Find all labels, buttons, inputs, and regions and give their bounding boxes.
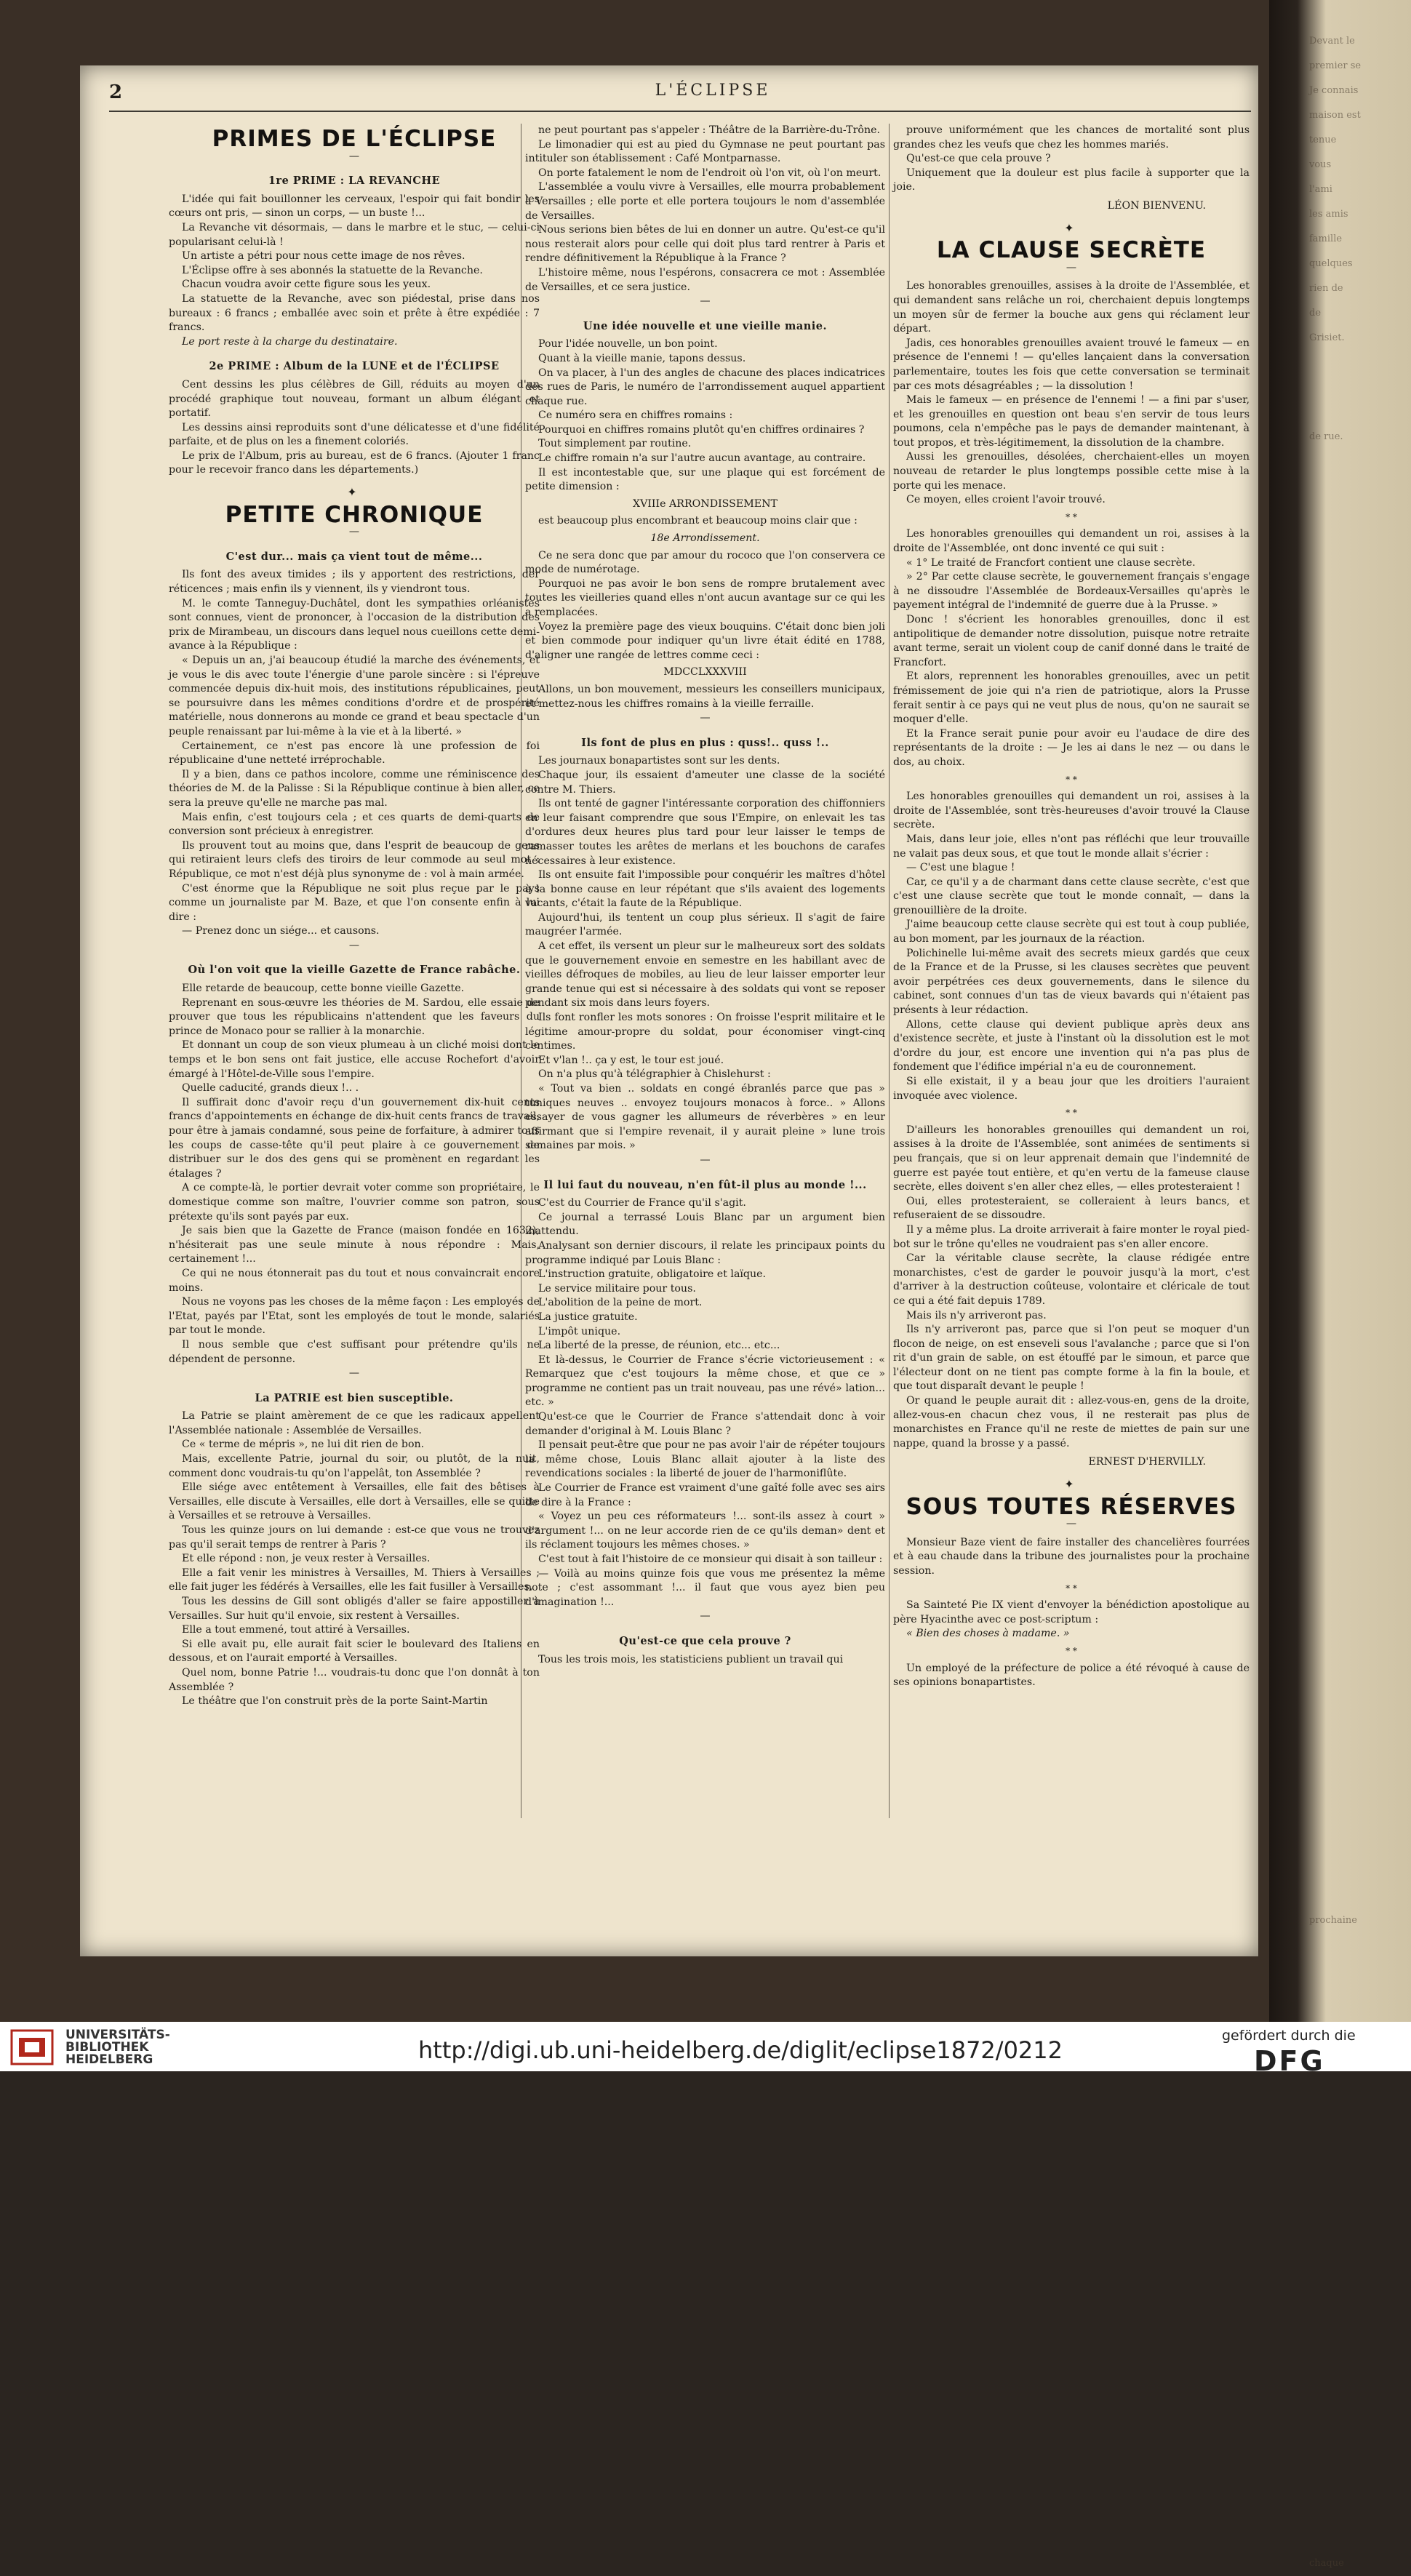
asterism: * * [1066, 774, 1077, 785]
paragraph: L'instruction gratuite, obligatoire et laïque. [538, 1268, 767, 1281]
paragraph: Si elle avait pu, elle aurait fait scier le boulevard des Italiens en dessous, et on l'aurait emporté à Versailles. [169, 1638, 540, 1665]
paragraph: Tout simplement par routine. [538, 438, 692, 450]
paragraph: » 2° Par cette clause secrète, le gouvernement français s'engage à ne dissoudre l'Assemblée de Bordeaux-Versailles qu'après le payement intégral de l'indemnité de guerre due à la Prusse. » [893, 571, 1250, 612]
paragraph: Polichinelle lui-même avait des secrets mieux gardés que ceux de la France et de la Prusse, si les clauses secrètes que peuvent avoir perpétrées ces deux gouvernements, dans le silence du cabinet, sont connues d'un tas de vieux bavards qui n'étaient pas présents à leur rédaction. [893, 947, 1250, 1017]
section-heading: Il lui faut du nouveau, n'en fût-il plus au monde !... [543, 1178, 867, 1191]
paragraph: Ce journal a terrassé Louis Blanc par un argument bien inattendu. [525, 1211, 885, 1238]
paragraph: Mais, dans leur joie, elles n'ont pas réfléchi que leur trouvaille ne valait pas deux sous, et que tout le monde allait s'écrier : [893, 833, 1250, 860]
paragraph: Qu'est-ce que le Courrier de France s'attendait donc à voir demander d'original à M. Louis Blanc ? [525, 1411, 885, 1437]
paragraph: Car, ce qu'il y a de charmant dans cette clause secrète, c'est que c'est une clause secrète que tout le monde connaît, — dans la grenouillière de la droite. [893, 876, 1250, 916]
paragraph: Et v'lan !.. ça y est, le tour est joué. [538, 1054, 724, 1066]
paragraph: A ce compte-là, le portier devrait voter comme son propriétaire, le domestique comme son maître, l'ouvrier comme son patron, sous prétexte qu'ils sont payés par eux. [169, 1182, 540, 1223]
paragraph: Chaque jour, ils essaient d'ameuter une classe de la société contre M. Thiers. [525, 769, 885, 796]
paragraph: Cent dessins les plus célèbres de Gill, réduits au moyen d'un procédé graphique tout nouveau, formant un album élégant et portatif. [169, 378, 540, 420]
paragraph: Nous serions bien bêtes de lui en donner un autre. Qu'est-ce qu'il nous resterait alors pour celle qui doit plus tard rentrer à Paris et rendre définitivement la République à la France ? [525, 224, 885, 265]
paragraph: Il pensait peut-être que pour ne pas avoir l'air de répéter toujours la même chose, Louis Blanc allait ajouter à la liste des revendications sociales : la liberté de jouer de l'harmoniflûte. [525, 1439, 885, 1480]
paragraph: C'est du Courrier de France qu'il s'agit. [538, 1197, 746, 1209]
paragraph: Ils ont tenté de gagner l'intéressante corporation des chiffonniers en leur faisant comprendre que sous l'Empire, on enlevait les tas d'ordures deux heures plus tard pour leur laisser le temps de ramasser toutes les arêtes de merlans et les bouchons de carafes nécessaires à leur existence. [525, 798, 885, 867]
paragraph: — Voilà au moins quinze fois que vous me présentez la même note ; c'est assommant !... il faut que vous ayez bien peu d'imagination !... [525, 1567, 885, 1608]
paragraph: C'est énorme que la République ne soit plus reçue par le pays comme un journaliste par M. Baze, et que l'on consente enfin à lui dire : [169, 882, 540, 923]
arabic-example: 18e Arrondissement. [650, 532, 760, 545]
section-heading: Une idée nouvelle et une vieille manie. [583, 319, 828, 332]
section-heading: Qu'est-ce que cela prouve ? [619, 1634, 791, 1647]
paragraph: Elle a tout emmené, tout attiré à Versailles. [182, 1624, 410, 1636]
paragraph: Mais, excellente Patrie, journal du soir, ou plutôt, de la nuit, comment donc voudrais-tu qu'on l'appelât, ton Assemblée ? [169, 1453, 540, 1479]
paragraph: A cet effet, ils versent un pleur sur le malheureux sort des soldats que le gouvernement envoie en semestre en les habillant avec de vieilles défroques de mobiles, au lieu de leur laisser emporter leur grande tenue qui est si nécessaire à des soldats qui vont se reposer pendant six mois dans leurs foyers. [525, 940, 885, 1009]
university-seal-icon [10, 2029, 55, 2065]
paragraph: « Voyez un peu ces réformateurs !... sont-ils assez à court » d'argument !... on ne leur accorde rien de ce qu'ils deman» dent et ils réclament toujours les mêmes choses. » [525, 1511, 885, 1551]
paragraph: La Patrie se plaint amèrement de ce que les radicaux appellent l'Assemblée nationale : Assemblée de Versailles. [169, 1410, 540, 1436]
paragraph: On porte fatalement le nom de l'endroit où l'on vit, où l'on meurt. [538, 167, 882, 179]
paragraph: Ils prouvent tout au moins que, dans l'esprit de beaucoup de gens qui retiraient leurs clefs des tiroirs de leur commode au seul mot : République, ce mot n'est déjà plus synonyme de : vol à main armée. [169, 839, 540, 880]
paragraph: On n'a plus qu'à télégraphier à Chislehurst : [538, 1068, 771, 1081]
paragraph: Allons, cette clause qui devient publique après deux ans d'existence secrète, et juste à l'instant où la dissolution est le mot d'ordre du jour, est encore une invention qui n'a pas plus de fondement que l'édifice impérial n'a eu de couronnement. [893, 1018, 1250, 1073]
paragraph: Un artiste a pétri pour nous cette image de nos rêves. [182, 250, 465, 263]
paragraph: Car la véritable clause secrète, la clause rédigée entre monarchistes, c'est de garder le pouvoir jusqu'à la mort, c'est d'arriver à la destruction coûteuse, volontaire et cléricale de tout ce qui a été fait depuis 1789. [893, 1252, 1250, 1307]
paragraph: Ce ne sera donc que par amour du rococo que l'on conservera ce mode de numérotage. [525, 549, 885, 576]
paragraph: Les honorables grenouilles qui demandent un roi, assises à la droite de l'Assemblée, sont très-heureuses d'avoir trouvé la Clause secrète. [893, 791, 1250, 831]
asterism: * * [1066, 1645, 1077, 1656]
column-1: PRIMES DE L'ÉCLIPSE — 1re PRIME : LA REVANCHE L'idée qui fait bouillonner les cerveaux, l'espoir qui fait bondir les cœurs ont pris, — sinon un corps, — un buste !... La Revanche vit désormais, — dans le marbre et le stuc, — celui-ci popularisant celui-là ! Un artiste a pétri pour nous cette image de nos rêves. L'Éclipse offre à ses abonnés la statuette de la Revanche. Chacun voudra avoir cette figure sous les yeux. La statuette de la Revanche, avec son piédestal, prise dans nos bureaux : 6 francs ; emballée avec soin et prête à être expédiée : 7 francs. Le port reste à la charge du destinataire. 2e PRIME : Album de la LUNE et de l'ÉCLIPSE Cent dessins les plus célèbres de Gill, réduits au moyen d'un procédé graphique tout nouveau, formant un album élégant et portatif. Les dessins ainsi reproduits sont d'une délicatesse et d'une fidélité parfaite, et de plus on les a finement coloriés. Le prix de l'Album, pris au bureau, est de 6 francs. (Ajouter 1 franc pour le recevoir franco dans les départements.) ✦ PETITE CHRONIQUE — C'est dur... mais ça vient tout de même... Ils font des aveux timides ; ils y apportent des restrictions, der réticences ; mais enfin ils y viennent, ils y viendront tous. M. le comte Tanneguy-Duchâtel, dont les sympathies orléanistes sont connues, vient de prononcer, à l'occasion de la distribution des prix de Mirambeau, un discours dans lequel nous cueillons cette demi-avance à la République : « Depuis un an, j'ai beaucoup étudié la marche des événements, et je vous le dis avec toute l'énergie d'une parole sincère : si l'épreuve commencée depuis dix-huit mois, des institutions républicaines, peut se poursuivre dans les mêmes conditions d'ordre et de prospérité matérielle, nous donnerons au monde ce grand et beau spectacle d'un peuple renaissant par lui-même à la vie et à la liberté. » Certainement, ce n'est pas encore là une profession de foi républicaine d'une netteté irréprochable. Il y a bien, dans ce pathos incolore, comme une réminiscence des théories de M. de la Palisse : Si la République continue à bien aller, ce sera la preuve qu'elle ne marche pas mal. Mais enfin, c'est toujours cela ; et ces quarts de demi-quarts de conversion sont précieux à enregistrer. Ils prouvent tout au moins que, dans l'esprit de beaucoup de gens qui retiraient leurs clefs des tiroirs de leur commode au seul mot : République, ce mot n'est déjà plus synonyme de : vol à main armée. C'est énorme que la République ne soit plus reçue par le pays comme un journaliste par M. Baze, et que l'on consente enfin à lui dire : — Prenez donc un siége... et causons. — Où l'on voit que la vieille Gazette de France rabâche. Elle retarde de beaucoup, cette bonne vieille Gazette. Reprenant en sous-œuvre les théories de M. Sardou, elle essaie de prouver que tous les républicains n'attendent que les faveurs du prince de Monaco pour se rallier à la monarchie. Et donnant un coup de son vieux plumeau à un cliché moisi dont le temps et le bon sens ont fait justice, elle accuse Rochefort d'avoir émargé à l'Hôtel-de-Ville sous l'empire. Quelle caducité, grands dieux !.. . Il suffirait donc d'avoir reçu d'un gouvernement dix-huit cents francs d'appointements en échange de dix-huit cents francs de travail, pour être à jamais condamné, sous peine de forfaiture, à admirer tous les coups de casse-tête qu'il peut plaire à ce gouvernement de distribuer sur le dos des gens qui se promènent en regardant les étalages ? A ce compte-là, le portier devrait voter comme son propriétaire, le domestique comme son maître, l'ouvrier comme son patron, sous prétexte qu'ils sont payés par eux. Je sais bien que la Gazette de France (maison fondée en 1632), n'hésiterait pas une seule minute à nous répondre : Mais, certainement !... Ce qui ne nous étonnerait pas du tout et nous convaincrait encore moins. Nous ne voyons pas les choses de la même façon : Les employés de l'Etat, payés par l'Etat, sont les employés de tout le monde, salariés par tout le monde. Il nous semble que c'est suffisant pour prétendre qu'ils ne dépendent de personne. — La PATRIE est bien susceptible. La Patrie se plaint amèrement de ce que les radicaux appellent l'Assemblée nationale : Assemblée de Versailles. Ce « terme de mépris », ne lui dit rien de bon. Mais, excellente Patrie, journal du soir, ou plutôt, de la nuit, comment donc voudrais-tu qu'on l'appelât, ton Assemblée ? Elle siége avec entêtement à Versailles, elle fait des bêtises à Versailles, elle discute à Versailles, elle dort à Versailles, elle se quitte à Versailles et se retrouve à Versailles. Tous les quinze jours on lui demande : est-ce que vous ne trouvez pas qu'il serait temps de rentrer à Paris ? Et elle répond : non, je veux rester à Versailles. Elle a fait venir les ministres à Versailles, M. Thiers à Versailles ; elle fait juger les fédérés à Versailles, elle les fait fusiller à Versailles. Tous les dessins de Gill sont obligés d'aller se faire appostiller à Versailles. Sur huit qu'il envoie, six restent à Versailles. Elle a tout emmené, tout attiré à Versailles. Si elle avait pu, elle aurait fait scier le boulevard des Italiens en dessous, et on l'aurait emporté à Versailles. Quel nom, bonne Patrie !... voudrais-tu donc que l'on donnât à ton Assemblée ? Le théâtre que l'on construit près de la porte Saint-Martin [169, 124, 540, 1833]
column-3: prouve uniformément que les chances de mortalité sont plus grandes chez les veufs que chez les hommes mariés. Qu'est-ce que cela prouve ? Uniquement que la douleur est plus facile à supporter que la joie. LÉON BIENVENU. ✦ LA CLAUSE SECRÈTE — Les honorables grenouilles, assises à la droite de l'Assemblée, et qui demandent sans relâche un roi, cherchaient depuis longtemps un moyen sûr de fermer la bouche aux gens qui réclament leur départ. Jadis, ces honorables grenouilles avaient trouvé le fameux — en présence de l'ennemi ! — qu'elles lançaient dans la conversation parlementaire, toutes les fois que cette conversation se terminait par ces mots désagréables ; — la dissolution ! Mais le fameux — en présence de l'ennemi ! — a fini par s'user, et les grenouilles en question ont beau s'en servir de tous leurs poumons, cela n'empêche pas le pays de demander maintenant, à tout propos, et très-légitimement, la dissolution de la chambre. Aussi les grenouilles, désolées, cherchaient-elles un moyen nouveau de retarder le plus longtemps possible cette mise à la porte qui les menace. Ce moyen, elles croient l'avoir trouvé. * * Les honorables grenouilles qui demandent un roi, assises à la droite de l'Assemblée, ont donc inventé ce qui suit : « 1° Le traité de Francfort contient une clause secrète. » 2° Par cette clause secrète, le gouvernement français s'engage à ne dissoudre l'Assemblée de Bordeaux-Versailles qu'après le payement intégral de l'indemnité de guerre due à la Prusse. » Donc ! s'écrient les honorables grenouilles, donc il est antipolitique de demander notre dissolution, puisque notre retraite avant terme, serait un violent coup de canif donné dans le traité de Francfort. Et alors, reprennent les honorables grenouilles, avec un petit frémissement de joie qui n'a rien de patriotique, alors la Prusse ferait sentir à ce pays qui ne veut plus de nous, qu'on ne saurait se moquer d'elle. Et la France serait punie pour avoir eu l'audace de dire des représentants de la droite : — Je les ai dans le nez — ou dans le dos, au choix. * * Les honorables grenouilles qui demandent un roi, assises à la droite de l'Assemblée, sont très-heureuses d'avoir trouvé la Clause secrète. Mais, dans leur joie, elles n'ont pas réfléchi que leur trouvaille ne valait pas deux sous, et que tout le monde allait s'écrier : — C'est une blague ! Car, ce qu'il y a de charmant dans cette clause secrète, c'est que c'est une clause secrète que tout le monde connaît, — dans la grenouillière de la droite. J'aime beaucoup cette clause secrète qui est tout à coup publiée, au bon moment, par les journaux de la réaction. Polichinelle lui-même avait des secrets mieux gardés que ceux de la France et de la Prusse, si les clauses secrètes que peuvent avoir perpétrées ces deux gouvernements, dans le silence du cabinet, sont connues d'un tas de vieux bavards qui n'étaient pas présents à leur rédaction. Allons, cette clause qui devient publique après deux ans d'existence secrète, et juste à l'instant où la dissolution est le mot d'ordre du jour, est encore une invention qui n'a pas plus de fondement que l'édifice impérial n'a eu de couronnement. Si elle existait, il y a beau jour que les droitiers l'auraient invoquée avec violence. * * D'ailleurs les honorables grenouilles qui demandent un roi, assises à la droite de l'Assemblée, sont animées de sentiments si peu français, que si on leur apprenait demain que l'indemnité de guerre est payée tout entière, et qu'en vertu de la fameuse clause secrète, elles doivent s'en aller chez elles, — elles protesteraient ! Oui, elles protesteraient, se colleraient à leurs bancs, et refuseraient de se dissoudre. Il y a même plus. La droite arriverait à faire monter le royal pied-bot sur le trône qu'elles ne voudraient pas s'en aller encore. Car la véritable clause secrète, la clause rédigée entre monarchistes, c'est de garder le pouvoir jusqu'à la mort, c'est d'arriver à la destruction coûteuse, volontaire et cléricale de tout ce qui a été fait depuis 1789. Mais ils n'y arriveront pas. Ils n'y arriveront pas, parce que si l'on peut se moquer d'un flocon de neige, on est enseveli sous l'avalanche ; parce que si l'on rit d'un grain de sable, on est étouffé par le simoun, et parce que l'électeur dont on ne tient pas compte forme à la fin la boule, et que tout disparaît devant le peuple ! Or quand le peuple aurait dit : allez-vous-en, gens de la droite, allez-vous-en chacun chez vous, il ne resterait pas plus de monarchistes en France qu'il ne reste de miettes de pain sur une nappe, quand la brosse y a passé. ERNEST D'HERVILLY. ✦ SOUS TOUTES RÉSERVES — Monsieur Baze vient de faire installer des chancelières fourrées et à eau chaude dans la tribune des journalistes pour la prochaine session. * * Sa Sainteté Pie IX vient d'envoyer la bénédiction apostolique au père Hyacinthe avec ce post-scriptum : « Bien des choses à madame. » * * Un employé de la préfecture de police a été révoqué à cause de ses opinions bonapartistes. [893, 124, 1250, 1833]
paragraph: Pourquoi en chiffres romains plutôt qu'en chiffres ordinaires ? [538, 423, 865, 436]
paragraph: Quant à la vieille manie, tapons dessus. [538, 352, 746, 364]
column-2: ne peut pourtant pas s'appeler : Théâtre de la Barrière-du-Trône. Le limonadier qui est au pied du Gymnase ne peut pourtant pas intituler son établissement : Café Montparnasse. On porte fatalement le nom de l'endroit où l'on vit, où l'on meurt. L'assemblée a voulu vivre à Versailles, elle mourra probablement à Versailles ; elle porte et elle portera toujours le nom d'assemblée de Versailles. Nous serions bien bêtes de lui en donner un autre. Qu'est-ce qu'il nous resterait alors pour celle qui doit plus tard rentrer à Paris et rendre définitivement la République à la France ? L'histoire même, nous l'espérons, consacrera ce mot : Assemblée de Versailles, et ce sera justice. — Une idée nouvelle et une vieille manie. Pour l'idée nouvelle, un bon point. Quant à la vieille manie, tapons dessus. On va placer, à l'un des angles de chacune des places indicatrices des rues de Paris, le numéro de l'arrondissement auquel appartient chaque rue. Ce numéro sera en chiffres romains : Pourquoi en chiffres romains plutôt qu'en chiffres ordinaires ? Tout simplement par routine. Le chiffre romain n'a sur l'autre aucun avantage, au contraire. Il est incontestable que, sur une plaque qui est forcément de petite dimension : XVIIIe ARRONDISSEMENT est beaucoup plus encombrant et beaucoup moins clair que : 18e Arrondissement. Ce ne sera donc que par amour du rococo que l'on conservera ce mode de numérotage. Pourquoi ne pas avoir le bon sens de rompre brutalement avec toutes les vieilleries quand elles n'ont aucun avantage sur ce qui les a remplacées. Voyez la première page des vieux bouquins. C'était donc bien joli et bien commode pour indiquer qu'un livre était édité en 1788, d'aligner une rangée de lettres comme ceci : MDCCLXXXVIII Allons, un bon mouvement, messieurs les conseillers municipaux, et mettez-nous les chiffres romains à la vieille ferraille. — Ils font de plus en plus : quss!.. quss !.. Les journaux bonapartistes sont sur les dents. Chaque jour, ils essaient d'ameuter une classe de la société contre M. Thiers. Ils ont tenté de gagner l'intéressante corporation des chiffonniers en leur faisant comprendre que sous l'Empire, on enlevait les tas d'ordures deux heures plus tard pour leur laisser le temps de ramasser toutes les arêtes de merlans et les bouchons de carafes nécessaires à leur existence. Ils ont ensuite fait l'impossible pour conquérir les maîtres d'hôtel à la bonne cause en leur répétant que s'ils avaient des logements vacants, c'était la faute de la République. Aujourd'hui, ils tentent un coup plus sérieux. Il s'agit de faire maugréer l'armée. A cet effet, ils versent un pleur sur le malheureux sort des soldats que le gouvernement envoie en semestre en les habillant avec de vieilles défroques de mobiles, au lieu de leur laisser emporter leur grande tenue qui est si nécessaire à des soldats qui vont se reposer pendant six mois dans leurs foyers. Ils font ronfler les mots sonores : On froisse l'esprit militaire et le légitime amour-propre du soldat, pour économiser vingt-cinq centimes. Et v'lan !.. ça y est, le tour est joué. On n'a plus qu'à télégraphier à Chislehurst : « Tout va bien .. soldats en congé ébranlés parce que pas » tuniques neuves .. envoyez toujours monacos à force.. » Allons essayer de vous gagner les allumeurs de réverbères » en leur affirmant que si l'empire revenait, il y aurait pleine » lune trois semaines par mois. » — Il lui faut du nouveau, n'en fût-il plus au monde !... C'est du Courrier de France qu'il s'agit. Ce journal a terrassé Louis Blanc par un argument bien inattendu. Analysant son dernier discours, il relate les principaux points du programme indiqué par Louis Blanc : L'instruction gratuite, obligatoire et laïque. Le service militaire pour tous. L'abolition de la peine de mort. La justice gratuite. L'impôt unique. La liberté de la presse, de réunion, etc... etc... Et là-dessus, le Courrier de France s'écrie victorieusement : « Remarquez que c'est toujours la même chose, et que ce » programme ne contient pas un trait nouveau, pas une révé» lation... etc. » Qu'est-ce que le Courrier de France s'attendait donc à voir demander d'original à M. Louis Blanc ? Il pensait peut-être que pour ne pas avoir l'air de répéter toujours la même chose, Louis Blanc allait ajouter à la liste des revendications sociales : la liberté de jouer de l'harmoniflûte. Le Courrier de France est vraiment d'une gaîté folle avec ses airs de dire à la France : « Voyez un peu ces réformateurs !... sont-ils assez à court » d'argument !... on ne leur accorde rien de ce qu'ils deman» dent et ils réclament toujours les mêmes choses. » C'est tout à fait l'histoire de ce monsieur qui disait à son tailleur : — Voilà au moins quinze fois que vous me présentez la même note ; c'est assommant !... il faut que vous ayez bien peu d'imagination !... — Qu'est-ce que cela prouve ? Tous les trois mois, les statisticiens publient un travail qui [525, 124, 885, 1833]
paragraph: Le limonadier qui est au pied du Gymnase ne peut pourtant pas intituler son établissement : Café Montparnasse. [525, 138, 885, 165]
paragraph: « Tout va bien .. soldats en congé ébranlés parce que pas » tuniques neuves .. envoyez toujours monacos à force.. » Allons essayer de vous gagner les allumeurs de réverbères » en leur affirmant que si l'empire revenait, il y aurait pleine » lune trois semaines par mois. » [525, 1083, 885, 1152]
paragraph: Le prix de l'Album, pris au bureau, est de 6 francs. (Ajouter 1 franc pour le recevoir franco dans les départements.) [169, 449, 540, 476]
paragraph: J'aime beaucoup cette clause secrète qui est tout à coup publiée, au bon moment, par les journaux de la réaction. [893, 919, 1250, 945]
header-rule [109, 111, 1251, 112]
year-example: MDCCLXXXVIII [663, 666, 747, 679]
section-heading: C'est dur... mais ça vient tout de même... [225, 550, 483, 563]
paragraph: Le service militaire pour tous. [538, 1282, 696, 1295]
paragraph: Ils ont ensuite fait l'impossible pour conquérir les maîtres d'hôtel à la bonne cause en leur répétant que s'ils avaient des logements vacants, c'était la faute de la République. [525, 869, 885, 910]
dfg-logo: DFG [1254, 2045, 1325, 2077]
paragraph: Ils font des aveux timides ; ils y apportent des restrictions, der réticences ; mais enfin ils y viennent, ils y viendront tous. [169, 569, 540, 596]
roman-example: XVIIIe ARRONDISSEMENT [632, 497, 778, 510]
paragraph: Il y a bien, dans ce pathos incolore, comme une réminiscence des théories de M. de la Palisse : Si la République continue à bien aller, ce sera la preuve qu'elle ne marche pas mal. [169, 768, 540, 809]
paragraph: Les dessins ainsi reproduits sont d'une délicatesse et d'une fidélité parfaite, et de plus on les a finement coloriés. [169, 421, 540, 448]
prime1-heading: 1re PRIME : LA REVANCHE [268, 175, 441, 188]
paragraph: « Bien des choses à madame. » [906, 1628, 1070, 1640]
paragraph: Tous les quinze jours on lui demande : est-ce que vous ne trouvez pas qu'il serait temps de rentrer à Paris ? [169, 1524, 540, 1551]
paragraph: Et donnant un coup de son vieux plumeau à un cliché moisi dont le temps et le bon sens ont fait justice, elle accuse Rochefort d'avoir émargé à l'Hôtel-de-Ville sous l'empire. [169, 1039, 540, 1080]
section-heading: La PATRIE est bien susceptible. [255, 1391, 454, 1404]
paragraph: Ce numéro sera en chiffres romains : [538, 409, 733, 422]
source-url-link[interactable]: http://digi.ub.uni-heidelberg.de/diglit/eclipse1872/0212 [418, 2036, 1063, 2064]
paragraph: Reprenant en sous-œuvre les théories de M. Sardou, elle essaie de prouver que tous les républicains n'attendent que les faveurs du prince de Monaco pour se rallier à la monarchie. [169, 996, 540, 1037]
paragraph: Le Courrier de France est vraiment d'une gaîté folle avec ses airs de dire à la France : [525, 1482, 885, 1508]
ornament-divider: ✦ [347, 485, 361, 500]
paragraph: Qu'est-ce que cela prouve ? [906, 153, 1051, 165]
paragraph: Donc ! s'écrient les honorables grenouilles, donc il est antipolitique de demander notre dissolution, puisque notre retraite avant terme, serait un violent coup de canif donné dans le traité de Francfort. [893, 614, 1250, 668]
paragraph: La Revanche vit désormais, — dans le marbre et le stuc, — celui-ci popularisant celui-là ! [169, 221, 540, 248]
paragraph: Il y a même plus. La droite arriverait à faire monter le royal pied-bot sur le trône qu'elles ne voudraient pas s'en aller encore. [893, 1223, 1250, 1250]
paragraph: Le théâtre que l'on construit près de la porte Saint-Martin [182, 1695, 488, 1708]
paragraph: Elle siége avec entêtement à Versailles, elle fait des bêtises à Versailles, elle discute à Versailles, elle dort à Versailles, elle se quitte à Versailles et se retrouve à Versailles. [169, 1481, 540, 1522]
clause-title: LA CLAUSE SECRÈTE [936, 237, 1207, 264]
paragraph: Un employé de la préfecture de police a été révoqué à cause de ses opinions bonapartistes. [893, 1662, 1250, 1689]
paragraph: Sa Sainteté Pie IX vient d'envoyer la bénédiction apostolique au père Hyacinthe avec ce post-scriptum : [893, 1599, 1250, 1625]
paragraph: M. le comte Tanneguy-Duchâtel, dont les sympathies orléanistes sont connues, vient de prononcer, à l'occasion de la distribution des prix de Mirambeau, un discours dans lequel nous cueillons cette demi-avance à la République : [169, 597, 540, 652]
paragraph: prouve uniformément que les chances de mortalité sont plus grandes chez les veufs que chez les hommes mariés. [893, 124, 1250, 151]
paragraph: Mais ils n'y arriveront pas. [906, 1309, 1047, 1321]
paragraph: Et là-dessus, le Courrier de France s'écrie victorieusement : « Remarquez que c'est toujours la même chose, et que ce » programme ne contient pas un trait nouveau, pas une révé» lation... etc. » [525, 1353, 885, 1409]
paragraph: Les journaux bonapartistes sont sur les dents. [538, 755, 780, 767]
paragraph: Quelle caducité, grands dieux !.. . [182, 1082, 359, 1095]
paragraph: Et la France serait punie pour avoir eu l'audace de dire des représentants de la droite : — Je les ai dans le nez — ou dans le dos, au choix. [893, 727, 1250, 768]
paragraph: La statuette de la Revanche, avec son piédestal, prise dans nos bureaux : 6 francs ; emballée avec soin et prête à être expédiée : 7 francs. [169, 292, 540, 334]
paragraph: Ce « terme de mépris », ne lui dit rien de bon. [182, 1439, 425, 1451]
paragraph: L'histoire même, nous l'espérons, consacrera ce mot : Assemblée de Versailles, et ce sera justice. [525, 266, 885, 293]
paragraph: Aujourd'hui, ils tentent un coup plus sérieux. Il s'agit de faire maugréer l'armée. [525, 911, 885, 938]
paragraph: Aussi les grenouilles, désolées, cherchaient-elles un moyen nouveau de retarder le plus longtemps possible cette mise à la porte qui les menace. [893, 451, 1250, 492]
paragraph: Tous les dessins de Gill sont obligés d'aller se faire appostiller à Versailles. Sur huit qu'il envoie, six restent à Versailles. [169, 1596, 540, 1622]
signature: ERNEST D'HERVILLY. [1088, 1456, 1206, 1468]
university-name: UNIVERSITÄTS- BIBLIOTHEK HEIDELBERG [65, 2028, 170, 2067]
paragraph: — C'est une blague ! [906, 862, 1015, 874]
binding-bleed-text: Devant le premier se Je connais maison est tenue vous l'ami les amis famille quelques rien de de Grisiet. de rue. prochaine chaque [1309, 36, 1362, 2569]
paragraph: Ils font ronfler les mots sonores : On froisse l'esprit militaire et le légitime amour-propre du soldat, pour économiser vingt-cinq centimes. [525, 1012, 885, 1052]
paragraph: L'idée qui fait bouillonner les cerveaux, l'espoir qui fait bondir les cœurs ont pris, — sinon un corps, — un buste !... [169, 193, 540, 220]
paragraph: Nous ne voyons pas les choses de la même façon : Les employés de l'Etat, payés par l'Etat, sont les employés de tout le monde, salariés par tout le monde. [169, 1296, 540, 1337]
paragraph: Tous les trois mois, les statisticiens publient un travail qui [538, 1653, 844, 1665]
ornament-divider: ✦ [1064, 1477, 1079, 1492]
column-rule [889, 124, 890, 1818]
reserves-title: SOUS TOUTES RÉSERVES [906, 1493, 1237, 1520]
prime2-heading: 2e PRIME : Album de la LUNE et de l'ÉCLIPSE [209, 360, 500, 373]
paragraph: est beaucoup plus encombrant et beaucoup moins clair que : [538, 515, 858, 527]
paragraph: La liberté de la presse, de réunion, etc... etc... [538, 1340, 780, 1352]
chronique-title: PETITE CHRONIQUE [225, 501, 484, 528]
paragraph: Uniquement que la douleur est plus facile à supporter que la joie. [893, 167, 1250, 193]
paragraph: Il est incontestable que, sur une plaque qui est forcément de petite dimension : [525, 466, 885, 493]
paragraph: ne peut pourtant pas s'appeler : Théâtre de la Barrière-du-Trône. [538, 124, 880, 136]
paragraph: Ils n'y arriveront pas, parce que si l'on peut se moquer d'un flocon de neige, on est enseveli sous l'avalanche ; parce que si l'on rit d'un grain de sable, on est étouffé par le simoun, et parce que l'électeur dont on ne tient pas compte forme à la fin la boule, et que tout disparaît devant le peuple ! [893, 1324, 1250, 1393]
paragraph: Or quand le peuple aurait dit : allez-vous-en, gens de la droite, allez-vous-en chacun chez vous, il ne resterait pas plus de monarchistes en France qu'il ne reste de miettes de pain sur une nappe, quand la brosse y a passé. [893, 1395, 1250, 1449]
primes-title: PRIMES DE L'ÉCLIPSE [212, 126, 497, 152]
asterism: * * [1066, 511, 1077, 522]
funded-by-text: gefördert durch die [1222, 2028, 1356, 2044]
paragraph: Mais le fameux — en présence de l'ennemi ! — a fini par s'user, et les grenouilles en question ont beau s'en servir de tous leurs poumons, cela n'empêche pas le pays de demander maintenant, à tout propos, et très-légitimement, la dissolution de la chambre. [893, 394, 1250, 449]
paragraph: L'Éclipse offre à ses abonnés la statuette de la Revanche. [182, 264, 483, 276]
paragraph: Mais enfin, c'est toujours cela ; et ces quarts de demi-quarts de conversion sont précieux à enregistrer. [169, 811, 540, 838]
paragraph: Si elle existait, il y a beau jour que les droitiers l'auraient invoquée avec violence. [893, 1076, 1250, 1102]
paragraph: On va placer, à l'un des angles de chacune des places indicatrices des rues de Paris, le numéro de l'arrondissement auquel appartient chaque rue. [525, 367, 885, 407]
asterism: * * [1066, 1583, 1077, 1593]
paragraph: — Prenez donc un siége... et causons. [182, 925, 380, 937]
paragraph: Le port reste à la charge du destinataire. [182, 335, 398, 348]
section-heading: Où l'on voit que la vieille Gazette de France rabâche. [188, 964, 521, 977]
section-heading: Ils font de plus en plus : quss!.. quss !.. [581, 736, 829, 749]
running-title: L'ÉCLIPSE [655, 81, 771, 100]
paragraph: L'assemblée a voulu vivre à Versailles, elle mourra probablement à Versailles ; elle porte et elle portera toujours le nom d'assemblée de Versailles. [525, 181, 885, 222]
paragraph: Jadis, ces honorables grenouilles avaient trouvé le fameux — en présence de l'ennemi ! — qu'elles lançaient dans la conversation parlementaire, toutes les fois que cette conversation se terminait par ces mots désagréables ; — la dissolution ! [893, 337, 1250, 392]
paragraph: Le chiffre romain n'a sur l'autre aucun avantage, au contraire. [538, 452, 866, 465]
paragraph: « Depuis un an, j'ai beaucoup étudié la marche des événements, et je vous le dis avec toute l'énergie d'une parole sincère : si l'épreuve commencée depuis dix-huit mois, des institutions républicaines, peut se poursuivre dans les mêmes conditions d'ordre et de prospérité matérielle, nous donnerons au monde ce grand et beau spectacle d'un peuple renaissant par lui-même à la vie et à la liberté. » [169, 655, 540, 737]
page-number: 2 [109, 81, 123, 103]
paragraph: Certainement, ce n'est pas encore là une profession de foi républicaine d'une netteté irréprochable. [169, 740, 540, 767]
paragraph: Allons, un bon mouvement, messieurs les conseillers municipaux, et mettez-nous les chiffres romains à la vieille ferraille. [525, 683, 885, 710]
paragraph: Pourquoi ne pas avoir le bon sens de rompre brutalement avec toutes les vieilleries quand elles n'ont aucun avantage sur ce qui les a remplacées. [525, 577, 885, 618]
paragraph: Il nous semble que c'est suffisant pour prétendre qu'ils ne dépendent de personne. [169, 1338, 540, 1365]
paragraph: D'ailleurs les honorables grenouilles qui demandent un roi, assises à la droite de l'Assemblée, sont animées de sentiments si peu français, que si on leur apprenait demain que l'indemnité de guerre est payée tout entière, et qu'en vertu de la fameuse clause secrète, elles doivent s'en aller chez elles, — elles protesteraient ! [893, 1124, 1250, 1193]
paragraph: Elle retarde de beaucoup, cette bonne vieille Gazette. [182, 983, 465, 995]
paragraph: Je sais bien que la Gazette de France (maison fondée en 1632), n'hésiterait pas une seule minute à nous répondre : Mais, certainement !... [169, 1225, 540, 1265]
signature: LÉON BIENVENU. [1107, 199, 1206, 212]
paragraph: C'est tout à fait l'histoire de ce monsieur qui disait à son tailleur : [538, 1553, 883, 1565]
paragraph: Chacun voudra avoir cette figure sous les yeux. [182, 279, 431, 291]
paragraph: Ce moyen, elles croient l'avoir trouvé. [906, 494, 1106, 506]
paragraph: Voyez la première page des vieux bouquins. C'était donc bien joli et bien commode pour indiquer qu'un livre était édité en 1788, d'aligner une rangée de lettres comme ceci : [525, 620, 885, 661]
paragraph: Et alors, reprennent les honorables grenouilles, avec un petit frémissement de joie qui n'a rien de patriotique, alors la Prusse ferait sentir à ce pays qui ne veut plus de nous, qu'on ne saurait se moquer d'elle. [893, 671, 1250, 726]
paragraph: Analysant son dernier discours, il relate les principaux points du programme indiqué par Louis Blanc : [525, 1239, 885, 1266]
ornament-divider: ✦ [1064, 220, 1079, 235]
asterism: * * [1066, 1108, 1077, 1119]
paragraph: Oui, elles protesteraient, se colleraient à leurs bancs, et refuseraient de se dissoudre. [893, 1195, 1250, 1222]
paragraph: Les honorables grenouilles qui demandent un roi, assises à la droite de l'Assemblée, ont donc inventé ce qui suit : [893, 528, 1250, 555]
paragraph: L'abolition de la peine de mort. [538, 1297, 703, 1309]
paragraph: Les honorables grenouilles, assises à la droite de l'Assemblée, et qui demandent sans relâche un roi, cherchaient depuis longtemps un moyen sûr de fermer la bouche aux gens qui réclament leur départ. [893, 280, 1250, 335]
paragraph: Monsieur Baze vient de faire installer des chancelières fourrées et à eau chaude dans la tribune des journalistes pour la prochaine session. [893, 1536, 1250, 1577]
paragraph: Elle a fait venir les ministres à Versailles, M. Thiers à Versailles ; elle fait juger les fédérés à Versailles, elle les fait fusiller à Versailles. [169, 1567, 540, 1593]
paragraph: La justice gratuite. [538, 1311, 638, 1323]
paragraph: L'impôt unique. [538, 1325, 621, 1337]
paragraph: Pour l'idée nouvelle, un bon point. [538, 338, 718, 351]
paragraph: Ce qui ne nous étonnerait pas du tout et nous convaincrait encore moins. [169, 1267, 540, 1294]
paragraph: Quel nom, bonne Patrie !... voudrais-tu donc que l'on donnât à ton Assemblée ? [169, 1666, 540, 1693]
paragraph: Et elle répond : non, je veux rester à Versailles. [182, 1553, 431, 1565]
paragraph: « 1° Le traité de Francfort contient une clause secrète. [906, 556, 1196, 569]
paragraph: Il suffirait donc d'avoir reçu d'un gouvernement dix-huit cents francs d'appointements en échange de dix-huit cents francs de travail, pour être à jamais condamné, sous peine de forfaiture, à admirer tous les coups de casse-tête qu'il peut plaire à ce gouvernement de distribuer sur le dos des gens qui se promènent en regardant les étalages ? [169, 1096, 540, 1180]
